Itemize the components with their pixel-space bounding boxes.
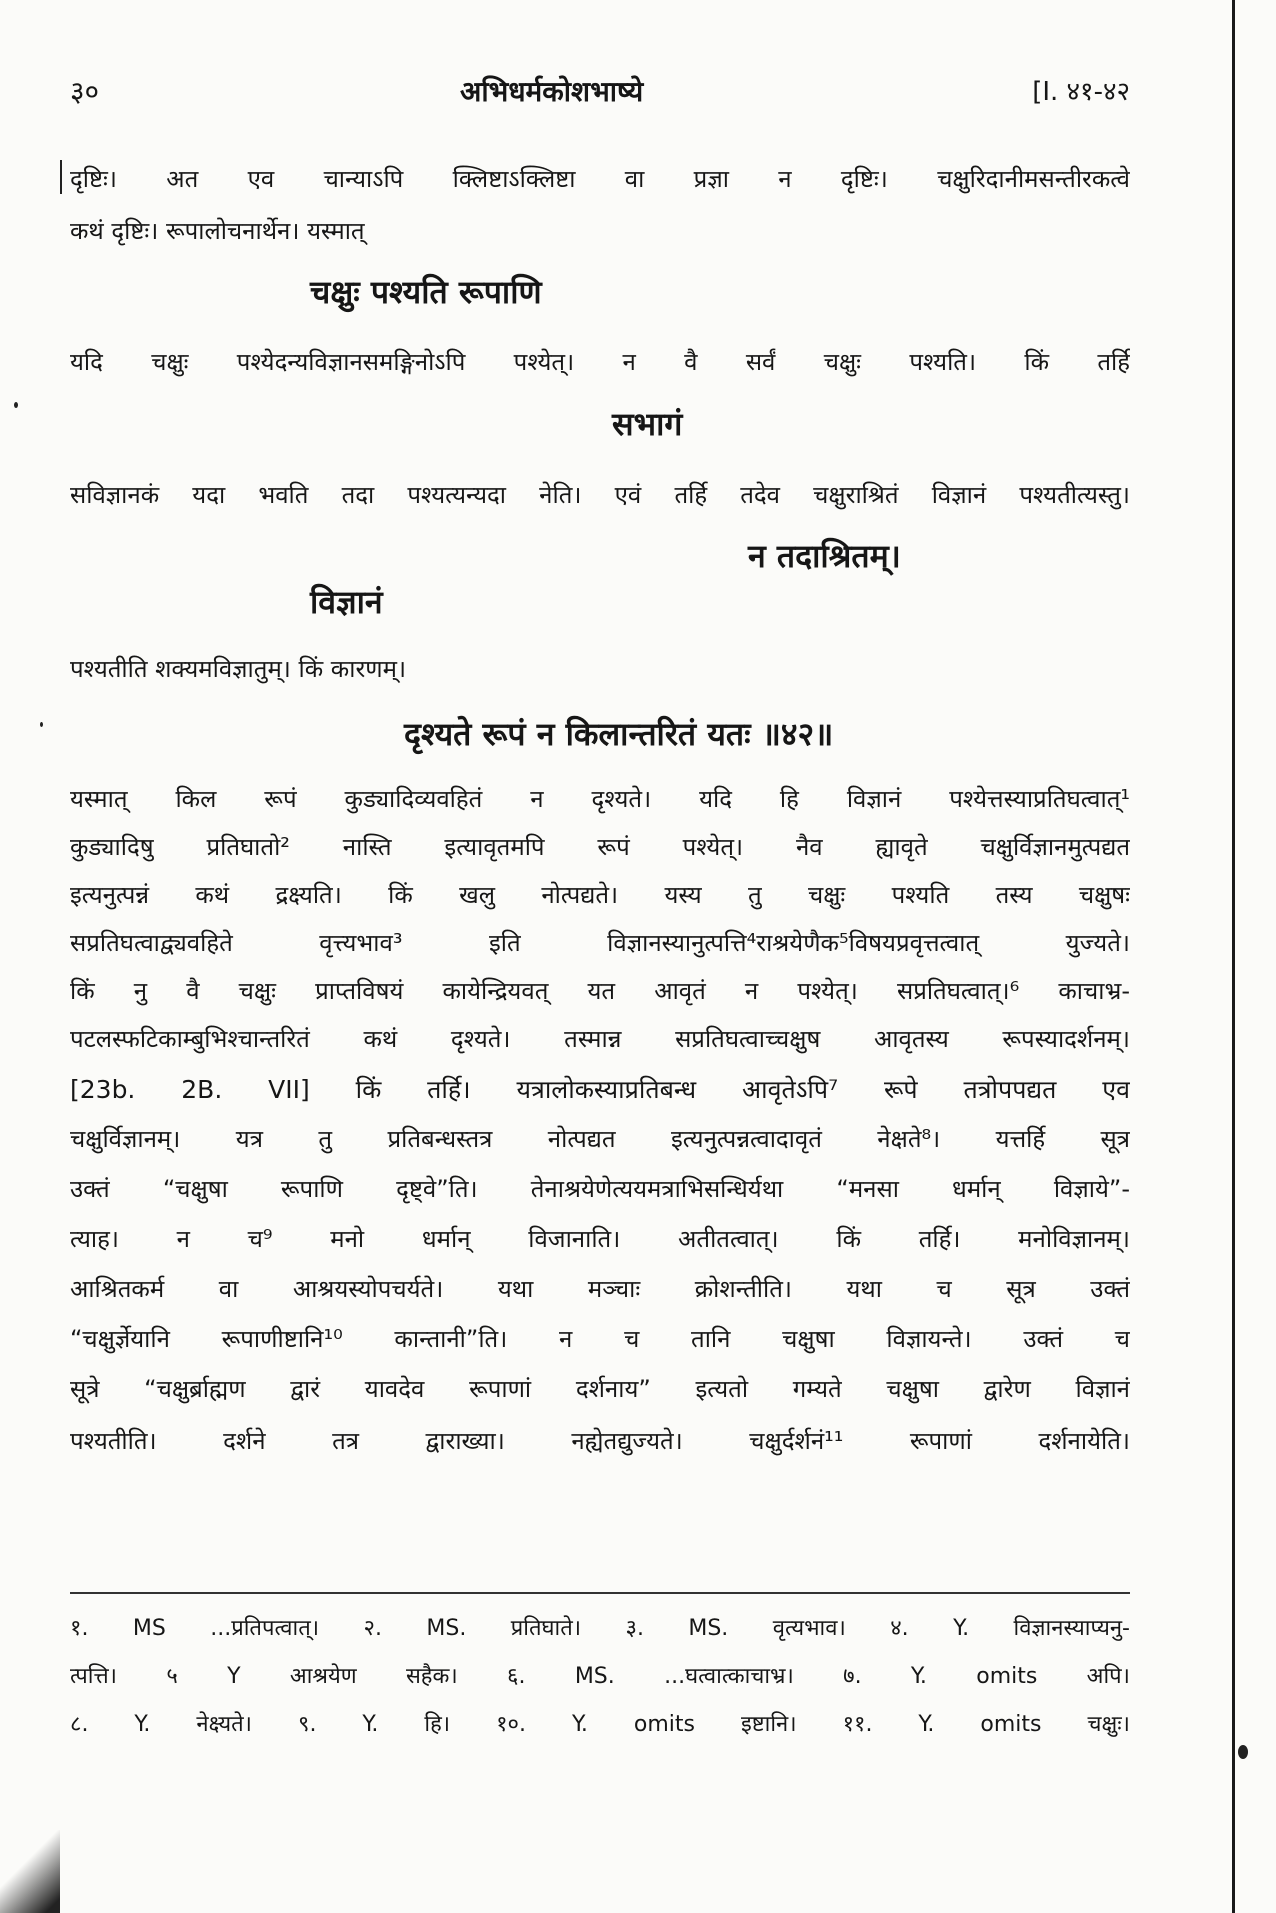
scan-speck <box>1238 1745 1248 1759</box>
verse-line: न तदाश्रितम्। <box>748 537 901 575</box>
text-line: कुड्यादिषु प्रतिघातो² नास्ति इत्यावृतमपि रूपं पश्येत्। नैव ह्यावृते चक्षुर्विज्ञानमुत्पद्यत <box>70 833 1130 861</box>
verse-reference: [I. ४१-४२ <box>1032 77 1130 107</box>
scan-speck <box>40 722 43 727</box>
verse-line: विज्ञानं <box>310 583 383 621</box>
text-line: इत्यनुत्पन्नं कथं द्रक्ष्यति। किं खलु नोत्पद्यते। यस्य तु चक्षुः पश्यति तस्य चक्षुषः <box>70 881 1130 909</box>
right-border-line <box>1232 0 1235 1913</box>
text-line: किं नु वै चक्षुः प्राप्तविषयं कायेन्द्रियवत् यत आवृतं न पश्येत्। सप्रतिघत्वात्।⁶ काचाभ्र- <box>70 977 1130 1005</box>
text-line: दृष्टिः। अत एव चान्याऽपि क्लिष्टाऽक्लिष्टा वा प्रज्ञा न दृष्टिः। चक्षुरिदानीमसन्तीरकत्वे <box>70 165 1130 193</box>
text-line: पश्यतीति। दर्शने तत्र द्वाराख्या। नह्येतद्युज्यते। चक्षुर्दर्शनं¹¹ रूपाणां दर्शनायेति। <box>70 1427 1130 1455</box>
scan-speck <box>14 402 18 408</box>
text-line: यदि चक्षुः पश्येदन्यविज्ञानसमङ्गिनोऽपि पश्येत्। न वै सर्वं चक्षुः पश्यति। किं तर्हि <box>70 348 1130 376</box>
footnote-line: ८. Y. नेक्ष्यते। ९. Y. हि। १०. Y. omits इष्टानि। ११. Y. omits चक्षुः। <box>70 1712 1130 1737</box>
text-line: त्याह। न च⁹ मनो धर्मान् विजानाति। अतीतत्वात्। किं तर्हि। मनोविज्ञानम्। <box>70 1225 1130 1253</box>
margin-mark <box>60 160 62 194</box>
footnote-line: १. MS ...प्रतिपत्वात्। २. MS. प्रतिघाते। ३. MS. वृत्यभाव। ४. Y. विज्ञानस्याप्यनु- <box>70 1616 1130 1641</box>
text-line: [23b. 2B. VII] किं तर्हि। यत्रालोकस्याप्रतिबन्ध आवृतेऽपि⁷ रूपे तत्रोपपद्यत एव <box>70 1075 1130 1104</box>
footnote-line: त्पत्ति। ५ Y आश्रयेण सहैक। ६. MS. ...घत्वात्काचाभ्र। ७. Y. omits अपि। <box>70 1664 1130 1689</box>
text-line: पश्यतीति शक्यमविज्ञातुम्। किं कारणम्। <box>70 655 407 683</box>
verse-line: दृश्यते रूपं न किलान्तरितं यतः ॥४२॥ <box>404 715 834 753</box>
text-line: यस्मात् किल रूपं कुड्यादिव्यवहितं न दृश्यते। यदि हि विज्ञानं पश्येत्तस्याप्रतिघत्वात्¹ <box>70 785 1130 813</box>
running-header <box>70 72 1130 116</box>
text-line: आश्रितकर्म वा आश्रयस्योपचर्यते। यथा मञ्चाः क्रोशन्तीति। यथा च सूत्र उक्तं <box>70 1275 1130 1303</box>
text-line: उक्तं “चक्षुषा रूपाणि दृष्ट्वे”ति। तेनाश्रयेणेत्ययमत्राभिसन्धिर्यथा “मनसा धर्मान् विज्ञाये”- <box>70 1175 1130 1203</box>
text-line: सप्रतिघत्वाद्व्यवहिते वृत्त्यभाव³ इति विज्ञानस्यानुत्पत्ति⁴राश्रयेणैक⁵विषयप्रवृत्तत्वात् युज्यते। <box>70 929 1130 957</box>
text-line: पटलस्फटिकाम्बुभिश्चान्तरितं कथं दृश्यते। तस्मान्न सप्रतिघत्वाच्चक्षुष आवृतस्य रूपस्यादर्शनम्। <box>70 1025 1130 1053</box>
verse-line: सभागं <box>612 405 683 443</box>
text-line: “चक्षुर्ज्ञेयानि रूपाणीष्टानि¹⁰ कान्तानी”ति। न च तानि चक्षुषा विज्ञायन्ते। उक्तं च <box>70 1325 1130 1353</box>
text-line: कथं दृष्टिः। रूपालोचनार्थेन। यस्मात् <box>70 217 365 245</box>
text-line: सविज्ञानकं यदा भवति तदा पश्यत्यन्यदा नेति। एवं तर्हि तदेव चक्षुराश्रितं विज्ञानं पश्यतीत्यस्तु। <box>70 481 1130 509</box>
footnote-rule <box>70 1592 1130 1594</box>
text-line: चक्षुर्विज्ञानम्। यत्र तु प्रतिबन्धस्तत्र नोत्पद्यत इत्यनुत्पन्नत्वादावृतं नेक्षते⁸। यत्तर्हि सूत्र <box>70 1125 1130 1153</box>
text-line: सूत्रे “चक्षुर्ब्राह्मण द्वारं यावदेव रूपाणां दर्शनाय” इत्यतो गम्यते चक्षुषा द्वारेण विज्ञानं <box>70 1375 1130 1403</box>
scan-shadow <box>0 1830 60 1913</box>
verse-line: चक्षुः पश्यति रूपाणि <box>310 273 542 311</box>
page-number: ३० <box>70 75 100 108</box>
running-title: अभिधर्मकोशभाष्ये <box>460 75 644 108</box>
